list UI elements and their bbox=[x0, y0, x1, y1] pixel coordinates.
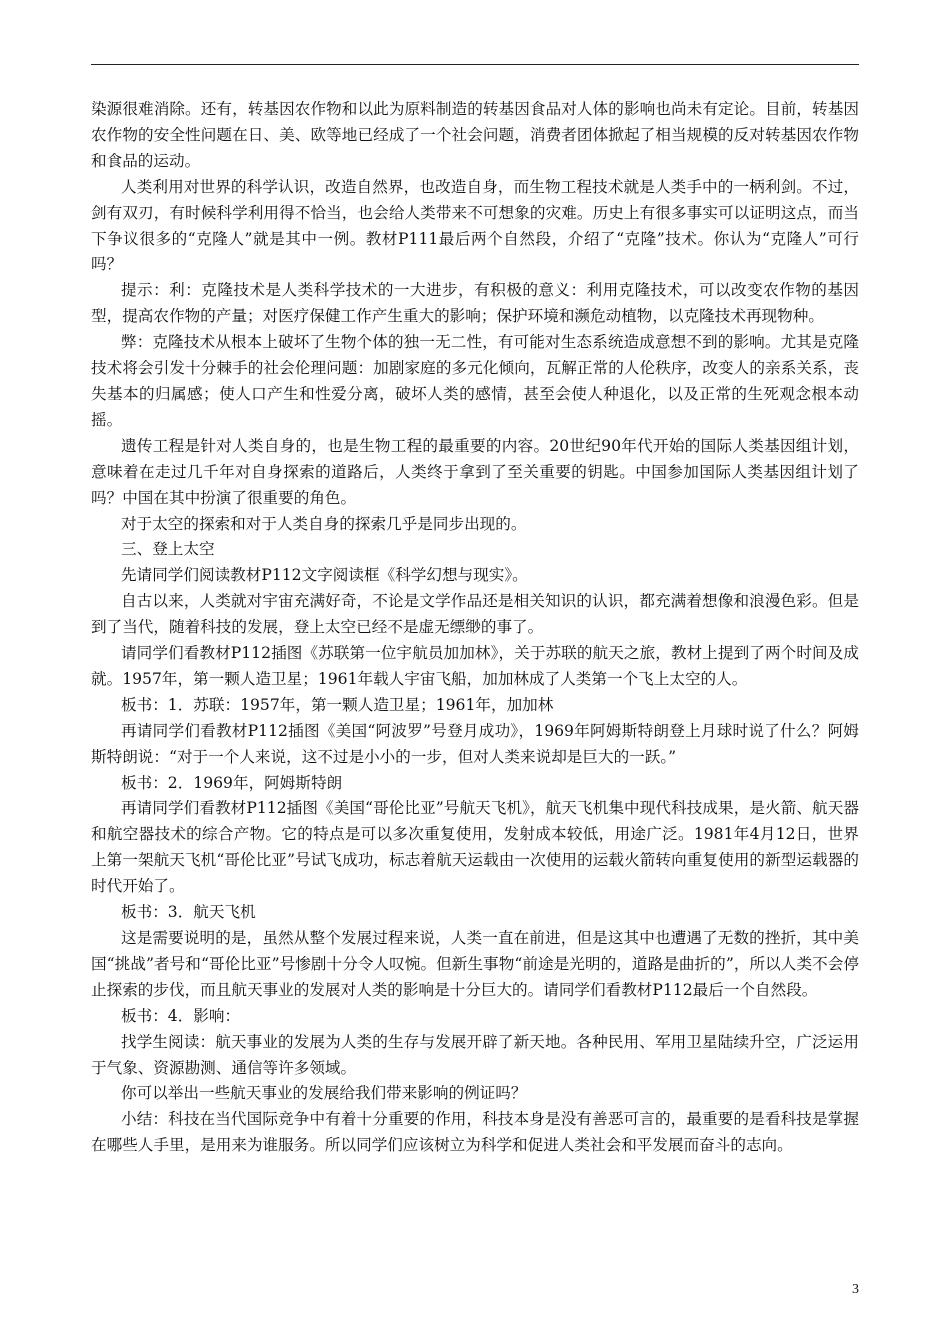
paragraph: 小结：科技在当代国际竞争中有着十分重要的作用，科技本身是没有善恶可言的，最重要的是看科技是掌握在哪些人手里，是用来为谁服务。所以同学们应该树立为科学和促进人类社会和平发展而奋斗的志向。 bbox=[91, 1110, 859, 1155]
paragraph: 弊：克隆技术从根本上破坏了生物个体的独一无二性，有可能对生态系统造成意想不到的影响。尤其是克隆技术将会引发十分棘手的社会伦理问题：加剧家庭的多元化倾向，瓦解正常的人伦秩序，改变人的亲系关系，丧失基本的归属感；使人口产生和性爱分离，破坏人类的感情，甚至会使人种退化，以及正常的生死观念根本动摇。 bbox=[91, 333, 859, 429]
paragraph: 再请同学们看教材P112插图《美国“阿波罗”号登月成功》，1969年阿姆斯特朗登上月球时说了什么？阿姆斯特朗说：“对于一个人来说，这不过是小小的一步，但对人类来说却是巨大的一跃。” bbox=[91, 721, 859, 766]
paragraph: 找学生阅读：航天事业的发展为人类的生存与发展开辟了新天地。各种民用、军用卫星陆续升空，广泛运用于气象、资源勘测、通信等许多领域。 bbox=[91, 1032, 859, 1077]
paragraph: 板书：2．1969年，阿姆斯特朗 bbox=[121, 773, 343, 792]
paragraph: 染源很难消除。还有，转基因农作物和以此为原料制造的转基因食品对人体的影响也尚未有定论。目前，转基因农作物的安全性问题在日、美、欧等地已经成了一个社会问题，消费者团体掀起了相当规模的反对转基因农作物和食品的运动。 bbox=[91, 100, 859, 170]
paragraph: 板书：3．航天飞机 bbox=[121, 903, 256, 922]
paragraph: 遗传工程是针对人类自身的，也是生物工程的最重要的内容。20世纪90年代开始的国际人类基因组计划，意味着在走过几千年对自身探索的道路后，人类终于拿到了至关重要的钥匙。中国参加国际人类基因组计划了吗？中国在其中扮演了很重要的角色。 bbox=[91, 436, 859, 507]
paragraph: 提示：利：克隆技术是人类科学技术的一大进步，有积极的意义：利用克隆技术，可以改变农作物的基因型，提高农作物的产量；对医疗保健工作产生重大的影响；保护环境和濒危动植物，以克隆技术再现物种。 bbox=[91, 281, 859, 326]
paragraph: 对于太空的探索和对于人类自身的探索几乎是同步出现的。 bbox=[121, 514, 527, 533]
document-body bbox=[91, 97, 859, 1159]
paragraph: 再请同学们看教材P112插图《美国“哥伦比亚”号航天飞机》，航天飞机集中现代科技成果，是火箭、航天器和航空器技术的综合产物。它的特点是可以多次重复使用，发射成本较低，用途广泛。1981年4月12日，世界上第一架航天飞机“哥伦比亚”号试飞成功，标志着航天运载由一次使用的运载火箭转向重复使用的新型运载器的时代开始了。 bbox=[91, 799, 859, 896]
paragraph: 这是需要说明的是，虽然从整个发展过程来说，人类一直在前进，但是这其中也遭遇了无数的挫折，其中美国“挑战”者号和“哥伦比亚”号惨剧十分令人叹惋。但新生事物“前途是光明的，道路是曲折的”，所以人类不会停止探索的步伐，而且航天事业的发展对人类的影响是十分巨大的。请同学们看教材P112最后一个自然段。 bbox=[91, 929, 859, 999]
header-rule bbox=[91, 64, 859, 65]
paragraph: 先请同学们阅读教材P112文字阅读框《科学幻想与现实》。 bbox=[121, 566, 528, 585]
paragraph: 你可以举出一些航天事业的发展给我们带来影响的例证吗？ bbox=[121, 1084, 527, 1103]
paragraph: 请同学们看教材P112插图《苏联第一位宇航员加加林》，关于苏联的航天之旅，教材上提到了两个时间及成就。1957年，第一颗人造卫星；1961年载人宇宙飞船，加加林成了人类第一个飞上太空的人。 bbox=[91, 644, 859, 688]
page-number: 3 bbox=[852, 1282, 859, 1297]
paragraph: 三、登上太空 bbox=[121, 540, 215, 559]
paragraph: 自古以来，人类就对宇宙充满好奇，不论是文学作品还是相关知识的认识，都充满着想像和浪漫色彩。但是到了当代，随着科技的发展，登上太空已经不是虚无缥缈的事了。 bbox=[91, 592, 859, 637]
paragraph: 板书：1．苏联：1957年，第一颗人造卫星；1961年，加加林 bbox=[121, 695, 554, 714]
paragraph: 板书：4．影响： bbox=[121, 1006, 241, 1025]
paragraph: 人类利用对世界的科学认识，改造自然界，也改造自身，而生物工程技术就是人类手中的一柄利剑。不过，剑有双刃，有时候科学利用得不恰当，也会给人类带来不可想象的灾难。历史上有很多事实可以证明这点，而当下争议很多的“克隆人”就是其中一例。教材P111最后两个自然段，介绍了“克隆”技术。你认为“克隆人”可行吗？ bbox=[91, 177, 859, 274]
